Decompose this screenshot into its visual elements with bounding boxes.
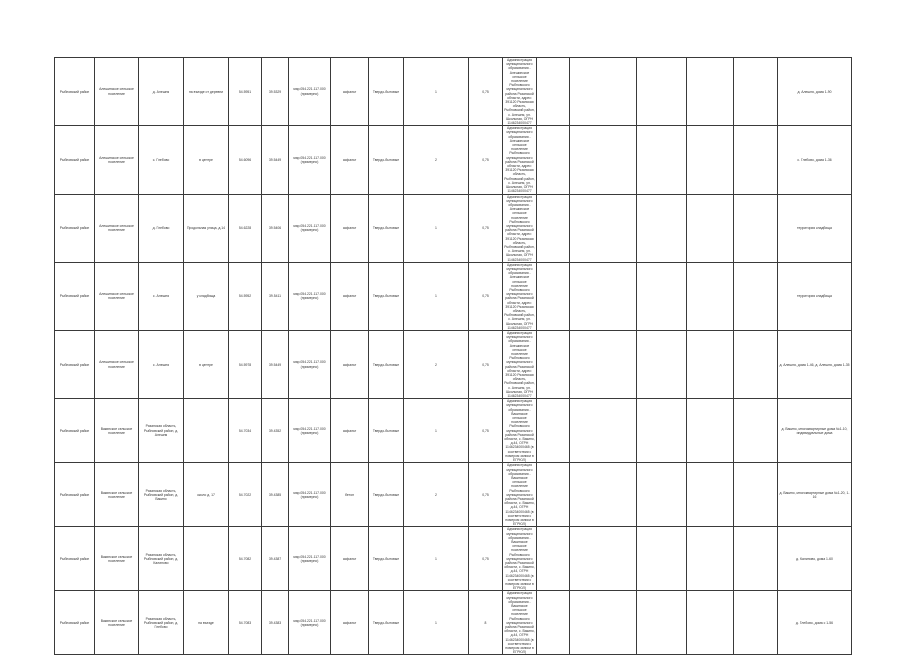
table-row <box>55 463 852 527</box>
locality-cell: Рязанская область, Рыбновский район, д. Глебово <box>139 591 184 655</box>
empty-cell <box>570 591 637 655</box>
address-cell: в центре <box>184 126 229 194</box>
settlement-cell: Вакинское сельское поселение <box>95 399 139 463</box>
disposal-area-cell: д. Вакино, многоквартирные дома №1-20, 1-16 <box>778 463 852 527</box>
empty-cell <box>537 399 570 463</box>
empty-cell <box>687 527 734 591</box>
empty-cell <box>637 591 687 655</box>
table-row <box>55 399 852 463</box>
disposal-area-cell: д. Алешня, дома 1-90 <box>778 58 852 126</box>
latitude-cell: 54.7082 <box>229 527 262 591</box>
empty-cell <box>637 126 687 194</box>
empty-cell <box>570 331 637 399</box>
empty-cell <box>734 591 778 655</box>
address-cell: у кладбища <box>184 262 229 330</box>
waste-sites-table <box>54 57 852 655</box>
address-cell: Продольная улица, д.14 <box>184 194 229 262</box>
disposal-area-cell: д. Алешня, дома 1-46, д. Алешня, дома 1-35 <box>778 331 852 399</box>
volume-cell: 0,75 <box>469 194 503 262</box>
empty-cell <box>537 58 570 126</box>
organization-cell: Администрация муниципального образования - Вакинское сельское поселение Рыбновского муниципального района Рязанской области, с. Вакино, д.44, ОГРН 1146234000465 (в соответствии с номером записи в ЕГРЮЛ) <box>504 527 535 591</box>
longitude-cell: 39.5411 <box>262 262 289 330</box>
coords-note-cell: мар.054.221.117.000 (примерно) <box>289 399 331 463</box>
quantity-cell: 1 <box>404 58 469 126</box>
waste-type-cell: Твердо-бытовые <box>369 331 404 399</box>
empty-cell <box>687 194 734 262</box>
empty-cell <box>637 527 687 591</box>
settlement-cell: Алешинское сельское поселение <box>95 262 139 330</box>
waste-type-cell: Твердо-бытовые <box>369 463 404 527</box>
empty-cell <box>687 399 734 463</box>
quantity-cell: 1 <box>404 194 469 262</box>
empty-cell <box>687 331 734 399</box>
empty-cell <box>537 527 570 591</box>
coords-note-cell: мар.054.221.117.000 (примерно) <box>289 463 331 527</box>
surface-cell: асфальт <box>331 194 369 262</box>
locality-cell: с. Алешня <box>139 262 184 330</box>
quantity-cell: 2 <box>404 126 469 194</box>
coords-note-cell: мар.054.221.117.000 (примерно) <box>289 126 331 194</box>
disposal-area-cell: с. Глебово, дома 1-36 <box>778 126 852 194</box>
volume-cell: 0,75 <box>469 399 503 463</box>
empty-cell <box>570 463 637 527</box>
table-row <box>55 58 852 126</box>
longitude-cell: 39.4352 <box>262 399 289 463</box>
latitude-cell: 54.6096 <box>229 126 262 194</box>
address-cell: в центре <box>184 331 229 399</box>
waste-type-cell: Твердо-бытовые <box>369 591 404 655</box>
address-cell <box>184 399 229 463</box>
surface-cell: асфальт <box>331 126 369 194</box>
table-row <box>55 126 852 194</box>
table-row <box>55 527 852 591</box>
district-cell: Рыбновский район <box>55 58 95 126</box>
quantity-cell: 2 <box>404 463 469 527</box>
empty-cell <box>637 331 687 399</box>
organization-cell: Администрация муниципального образования - Алешинское сельское поселение Рыбновского муниципального района Рязанской области, адрес: 391120 Рязанская область, Рыбновский район, с. Алешня, ул. Школьная, ОГРН 1146234000477 <box>504 58 535 126</box>
surface-cell: асфальт <box>331 58 369 126</box>
empty-cell <box>687 58 734 126</box>
waste-type-cell: Твердо-бытовые <box>369 126 404 194</box>
organization-cell: Администрация муниципального образования - Алешинское сельское поселение Рыбновского муниципального района Рязанской области, адрес: 391120 Рязанская область, Рыбновский район, с. Алешня, ул. Школьная, ОГРН 1146234000477 <box>504 126 535 194</box>
settlement-cell: Вакинское сельское поселение <box>95 591 139 655</box>
locality-cell: Рязанская область, Рыбновский район, д. Вакино <box>139 463 184 527</box>
table-row <box>55 331 852 399</box>
disposal-area-cell: д. Вакино, многоквартирные дома №1-10, индивидуальные дома <box>778 399 852 463</box>
organization-cell: Администрация муниципального образования - Алешинское сельское поселение Рыбновского муниципального района Рязанской области, адрес: 391120 Рязанская область, Рыбновский район, с. Алешня, ул. Школьная, ОГРН 1146234000477 <box>504 331 535 399</box>
latitude-cell: 54.7034 <box>229 399 262 463</box>
surface-cell: асфальт <box>331 262 369 330</box>
latitude-cell: 54.5951 <box>229 58 262 126</box>
waste-type-cell: Твердо-бытовые <box>369 527 404 591</box>
empty-cell <box>734 331 778 399</box>
locality-cell: с. Алешня <box>139 331 184 399</box>
settlement-cell: Вакинское сельское поселение <box>95 463 139 527</box>
volume-cell: 0,75 <box>469 527 503 591</box>
longitude-cell: 39.5329 <box>262 58 289 126</box>
organization-cell: Администрация муниципального образования - Вакинское сельское поселение Рыбновского муниципального района Рязанской области, с. Вакино, д.44, ОГРН 1146234000465 (в соответствии с номером записи в ЕГРЮЛ) <box>504 591 535 655</box>
table-row <box>55 262 852 330</box>
disposal-area-cell: д. Калиново, дома 1-60 <box>778 527 852 591</box>
empty-cell <box>537 463 570 527</box>
longitude-cell: 39.4385 <box>262 463 289 527</box>
empty-cell <box>734 463 778 527</box>
longitude-cell: 39.5449 <box>262 126 289 194</box>
coords-note-cell: мар.054.221.117.000 (примерно) <box>289 591 331 655</box>
organization-cell: Администрация муниципального образования - Алешинское сельское поселение Рыбновского муниципального района Рязанской области, адрес: 391120 Рязанская область, Рыбновский район, с. Алешня, ул. Школьная, ОГРН 1146234000477 <box>504 194 535 262</box>
latitude-cell: 54.6228 <box>229 194 262 262</box>
settlement-cell: Алешинское сельское поселение <box>95 331 139 399</box>
empty-cell <box>734 399 778 463</box>
volume-cell: 0,75 <box>469 463 503 527</box>
surface-cell: асфальт <box>331 399 369 463</box>
settlement-cell: Алешинское сельское поселение <box>95 58 139 126</box>
district-cell: Рыбновский район <box>55 194 95 262</box>
empty-cell <box>570 194 637 262</box>
disposal-area-cell: территория кладбища <box>778 194 852 262</box>
empty-cell <box>687 126 734 194</box>
disposal-area-cell: территория кладбища <box>778 262 852 330</box>
volume-cell: 0,75 <box>469 262 503 330</box>
empty-cell <box>687 463 734 527</box>
volume-cell: 8 <box>469 591 503 655</box>
address-cell: около д. 17 <box>184 463 229 527</box>
surface-cell: бетон <box>331 463 369 527</box>
locality-cell: с. Глебово <box>139 126 184 194</box>
settlement-cell: Вакинское сельское поселение <box>95 527 139 591</box>
empty-cell <box>570 262 637 330</box>
empty-cell <box>734 58 778 126</box>
latitude-cell: 54.7083 <box>229 591 262 655</box>
empty-cell <box>687 591 734 655</box>
empty-cell <box>570 58 637 126</box>
district-cell: Рыбновский район <box>55 262 95 330</box>
empty-cell <box>687 262 734 330</box>
district-cell: Рыбновский район <box>55 399 95 463</box>
waste-type-cell: Твердо-бытовые <box>369 194 404 262</box>
empty-cell <box>537 126 570 194</box>
settlement-cell: Алешинское сельское поселение <box>95 194 139 262</box>
coords-note-cell: мар.054.221.117.000 (примерно) <box>289 527 331 591</box>
disposal-area-cell: д. Глебово, дома с 1-56 <box>778 591 852 655</box>
waste-type-cell: Твердо-бытовые <box>369 262 404 330</box>
address-cell: на въезде от деревни <box>184 58 229 126</box>
coords-note-cell: мар.054.221.117.000 (примерно) <box>289 331 331 399</box>
address-cell <box>184 527 229 591</box>
latitude-cell: 54.5952 <box>229 262 262 330</box>
empty-cell <box>734 126 778 194</box>
district-cell: Рыбновский район <box>55 591 95 655</box>
volume-cell: 0,75 <box>469 58 503 126</box>
locality-cell: д. Глебово <box>139 194 184 262</box>
waste-type-cell: Твердо-бытовые <box>369 58 404 126</box>
empty-cell <box>637 58 687 126</box>
volume-cell: 0,75 <box>469 331 503 399</box>
waste-type-cell: Твердо-бытовые <box>369 399 404 463</box>
empty-cell <box>537 591 570 655</box>
district-cell: Рыбновский район <box>55 463 95 527</box>
quantity-cell: 2 <box>404 331 469 399</box>
locality-cell: д. Алешня <box>139 58 184 126</box>
organization-cell: Администрация муниципального образования - Вакинское сельское поселение Рыбновского муниципального района Рязанской области, с. Вакино, д.44, ОГРН 1146234000465 (в соответствии с номером записи в ЕГРЮЛ) <box>504 463 535 527</box>
coords-note-cell: мар.054.221.117.000 (примерно) <box>289 58 331 126</box>
district-cell: Рыбновский район <box>55 126 95 194</box>
coords-note-cell: мар.054.221.117.000 (примерно) <box>289 262 331 330</box>
empty-cell <box>570 399 637 463</box>
empty-cell <box>734 194 778 262</box>
address-cell: на въезде <box>184 591 229 655</box>
latitude-cell: 54.7022 <box>229 463 262 527</box>
empty-cell <box>637 463 687 527</box>
quantity-cell: 1 <box>404 591 469 655</box>
empty-cell <box>537 331 570 399</box>
district-cell: Рыбновский район <box>55 331 95 399</box>
empty-cell <box>734 262 778 330</box>
organization-cell: Администрация муниципального образования - Вакинское сельское поселение Рыбновского муниципального района Рязанской области, с. Вакино, д.44, ОГРН 1146234000465 (в соответствии с номером записи в ЕГРЮЛ) <box>504 399 535 463</box>
empty-cell <box>637 262 687 330</box>
quantity-cell: 1 <box>404 262 469 330</box>
coords-note-cell: мар.054.221.117.000 (примерно) <box>289 194 331 262</box>
table-row <box>55 591 852 655</box>
table-row <box>55 194 852 262</box>
surface-cell: асфальт <box>331 591 369 655</box>
surface-cell: асфальт <box>331 331 369 399</box>
empty-cell <box>570 527 637 591</box>
surface-cell: асфальт <box>331 527 369 591</box>
empty-cell <box>537 262 570 330</box>
volume-cell: 0,75 <box>469 126 503 194</box>
empty-cell <box>637 399 687 463</box>
longitude-cell: 39.4387 <box>262 527 289 591</box>
quantity-cell: 1 <box>404 527 469 591</box>
locality-cell: Рязанская область, Рыбновский район, д. Калиново <box>139 527 184 591</box>
empty-cell <box>570 126 637 194</box>
empty-cell <box>734 527 778 591</box>
latitude-cell: 54.5978 <box>229 331 262 399</box>
settlement-cell: Алешинское сельское поселение <box>95 126 139 194</box>
longitude-cell: 39.5449 <box>262 331 289 399</box>
locality-cell: Рязанская область, Рыбновский район, д. Алешня <box>139 399 184 463</box>
empty-cell <box>637 194 687 262</box>
quantity-cell: 1 <box>404 399 469 463</box>
longitude-cell: 39.4383 <box>262 591 289 655</box>
empty-cell <box>537 194 570 262</box>
organization-cell: Администрация муниципального образования - Алешинское сельское поселение Рыбновского муниципального района Рязанской области, адрес: 391120 Рязанская область, Рыбновский район, с. Алешня, ул. Школьная, ОГРН 1146234000477 <box>504 262 535 330</box>
longitude-cell: 39.5406 <box>262 194 289 262</box>
district-cell: Рыбновский район <box>55 527 95 591</box>
